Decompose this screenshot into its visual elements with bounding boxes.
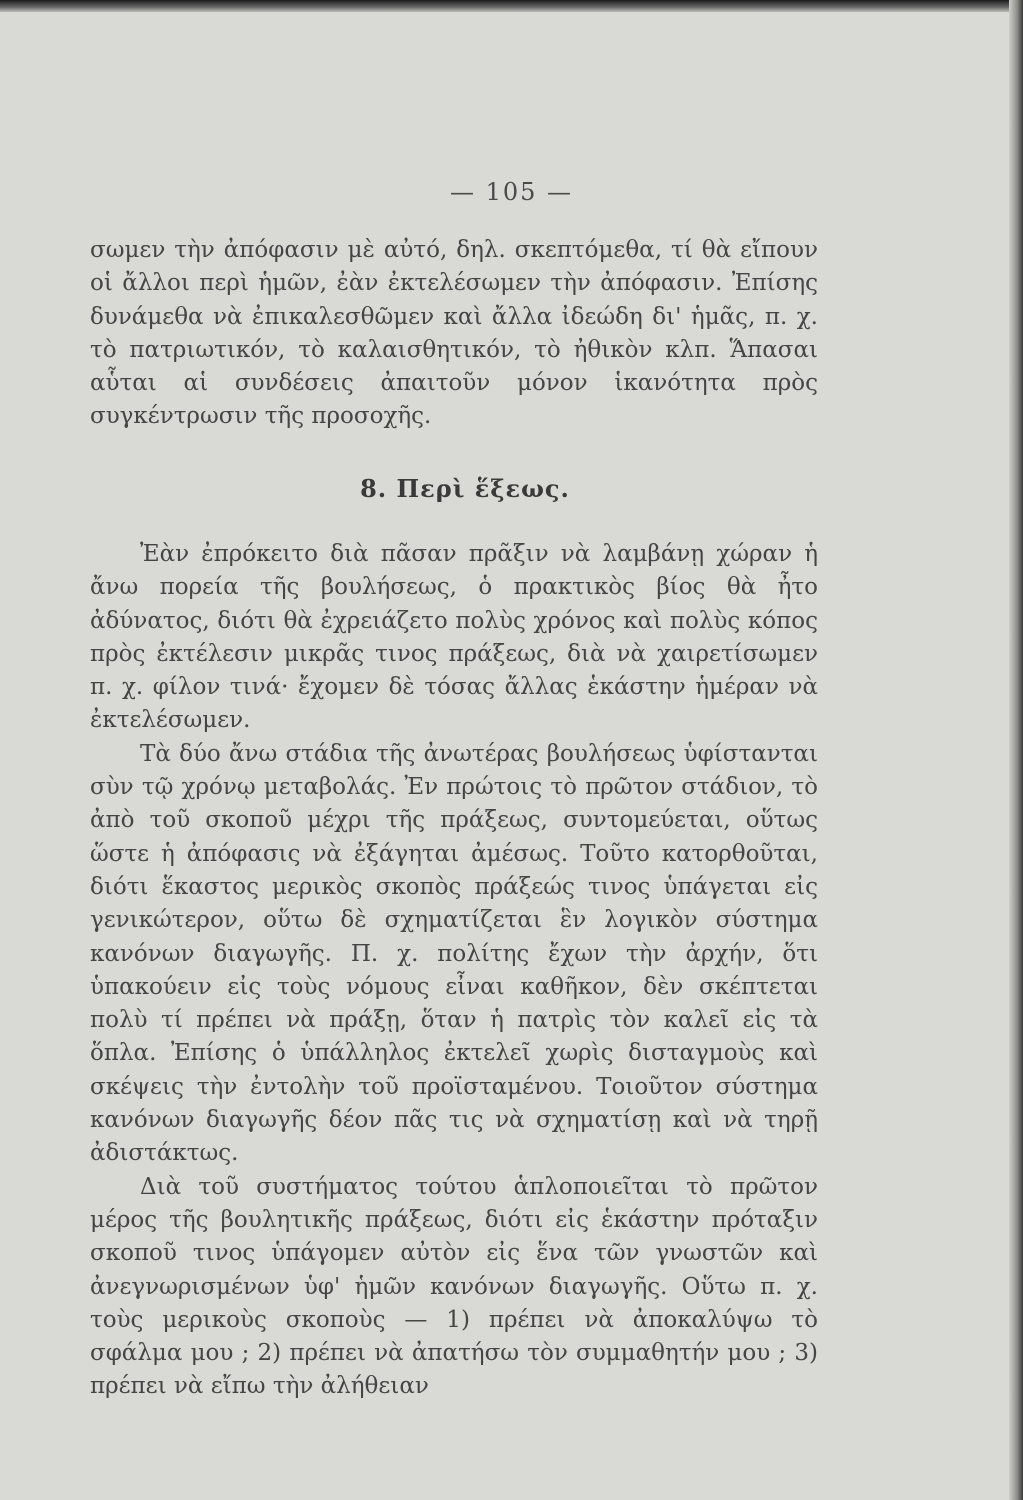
section-heading: 8. Περὶ ἕξεως. xyxy=(360,474,570,503)
intro-paragraph: σωμεν τὴν ἀπόφασιν μὲ αὐτό, δηλ. σκεπτόμεθα, τί θὰ εἴπουν οἱ ἄλλοι περὶ ἡμῶν, ἐὰν ἐκτελέσωμεν τὴν ἀπόφασιν. Ἐπίσης δυνάμεθα νὰ ἐπικαλεσθῶμεν καὶ ἄλλα ἰδεώδη δι' ἡμᾶς, π. χ. τὸ πατριωτικόν, τὸ καλαισθητικόν, τὸ ἠθικὸν κλπ. Ἅπασαι αὗται αἱ συνδέσεις ἀπαιτοῦν μόνον ἱκανότητα πρὸς συγκέντρωσιν τῆς προσοχῆς. xyxy=(90,237,818,430)
paragraph-1: Ἐὰν ἐπρόκειτο διὰ πᾶσαν πρᾶξιν νὰ λαμβάνῃ χώραν ἡ ἄνω πορεία τῆς βουλήσεως, ὁ πρακτικὸς βίος θὰ ἦτο ἀδύνατος, διότι θὰ ἐχρειάζετο πολὺς χρόνος καὶ πολὺς κόπος πρὸς ἐκτέλεσιν μικρᾶς τινος πράξεως, διὰ νὰ χαιρετίσωμεν π. χ. φίλον τινά· ἔχομεν δὲ τόσας ἄλλας ἑκάστην ἡμέραν νὰ ἐκτελέσωμεν. xyxy=(90,541,818,734)
body-text xyxy=(90,538,818,1404)
scan-edge-right xyxy=(1009,0,1023,1500)
paragraph-2: Τὰ δύο ἄνω στάδια τῆς ἀνωτέρας βουλήσεως ὑφίστανται σὺν τῷ χρόνῳ μεταβολάς. Ἐν πρώτοις τὸ πρῶτον στάδιον, τὸ ἀπὸ τοῦ σκοποῦ μέχρι τῆς πράξεως, συντομεύεται, οὕτως ὥστε ἡ ἀπόφασις νὰ ἐξάγηται ἀμέσως. Τοῦτο κατορθοῦται, διότι ἕκαστος μερικὸς σκοπὸς πράξεώς τινος ὑπάγεται εἰς γενικώτερον, οὕτω δὲ σχηματίζεται ἓν λογικὸν σύστημα κανόνων διαγωγῆς. Π. χ. πολίτης ἔχων τὴν ἀρχήν, ὅτι ὑπακούειν εἰς τοὺς νόμους εἶναι καθῆκον, δὲν σκέπτεται πολὺ τί πρέπει νὰ πράξῃ, ὅταν ἡ πατρὶς τὸν καλεῖ εἰς τὰ ὅπλα. Ἐπίσης ὁ ὑπάλληλος ἐκτελεῖ χωρὶς δισταγμοὺς καὶ σκέψεις τὴν ἐντολὴν τοῦ προϊσταμένου. Τοιοῦτον σύστημα κανόνων διαγωγῆς δέον πᾶς τις νὰ σχηματίσῃ καὶ νὰ τηρῇ ἀδιστάκτως. xyxy=(90,740,818,1167)
page-number: — 105 — xyxy=(449,178,574,206)
scan-edge-top xyxy=(0,0,1023,12)
paragraph-3: Διὰ τοῦ συστήματος τούτου ἁπλοποιεῖται τὸ πρῶτον μέρος τῆς βουλητικῆς πράξεως, διότι εἰς ἑκάστην πρόταξιν σκοποῦ τινος ὑπάγομεν αὐτὸν εἰς ἕνα τῶν γνωστῶν καὶ ἀνεγνωρισμένων ὑφ' ἡμῶν κανόνων διαγωγῆς. Οὕτω π. χ. τοὺς μερικοὺς σκοποὺς — 1) πρέπει νὰ ἀποκαλύψω τὸ σφάλμα μου ; 2) πρέπει νὰ ἀπατήσω τὸν συμμαθητήν μου ; 3) πρέπει νὰ εἴπω τὴν ἀλήθειαν xyxy=(90,1173,818,1400)
